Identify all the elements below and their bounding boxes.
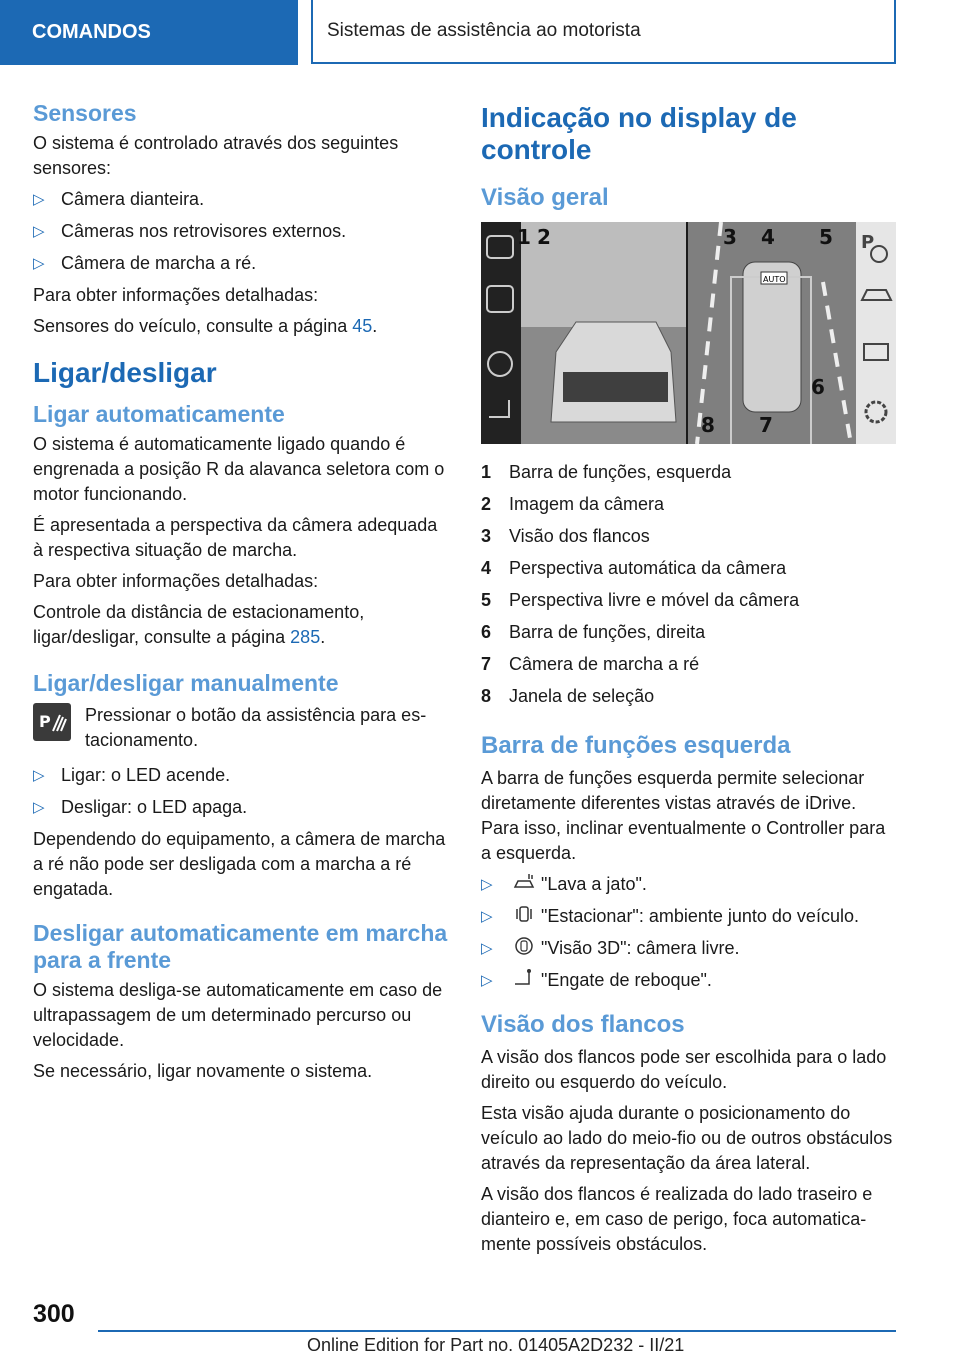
sensores-title: Sensores: [33, 100, 137, 126]
auto-paragraph-2: É apresentada a perspectiva da câmera adequada à respectiva situação de marcha.: [33, 515, 438, 560]
callout-2: 2: [537, 225, 551, 249]
legend-row: 2 Imagem da câmera: [481, 494, 665, 514]
flancos-paragraph: A visão dos flancos pode ser escolhida para o lado direito ou esquerdo do veículo.: [481, 1047, 887, 1092]
list-item: ▷ "Estacionar": ambiente junto do veículo.: [481, 904, 896, 929]
list-item: ▷ "Visão 3D": câmera livre.: [481, 936, 896, 961]
manual-block: [33, 703, 448, 753]
info-text: Para obter informações detalhadas:: [33, 285, 319, 305]
footer-edition: Online Edition for Part no. 01405A2D232 - II/21: [307, 1335, 685, 1355]
car-wash-icon: [513, 872, 535, 892]
barra-paragraph: A barra de funções esquerda permite selecionar diretamente diferentes vistas através de iDrive. Para isso, inclinar eventualmente o Controller para a esquerda.: [481, 768, 886, 863]
callout-3: 3: [723, 225, 737, 249]
auto-paragraph: O sistema é automaticamente ligado quando é engrenada a posição R da alavanca seletora com o motor funcionando.: [33, 434, 445, 504]
right-column: [481, 100, 896, 1263]
legend-row: 6 Barra de funções, direita: [481, 622, 706, 642]
callout-5: 5: [819, 225, 833, 249]
parking-surround-icon: [513, 904, 535, 924]
legend-row: 3 Visão dos flancos: [481, 526, 650, 546]
ligar-desligar-title: Ligar/desligar: [33, 357, 217, 388]
desligar-paragraph-2: Se necessário, ligar novamente o sistema.: [33, 1061, 373, 1081]
bullet-triangle-icon: ▷: [481, 908, 493, 925]
callout-7: 7: [759, 413, 773, 437]
callout-4: 4: [761, 225, 775, 249]
bullet-triangle-icon: ▷: [33, 799, 45, 816]
manual-paragraph: Pressionar o botão da assistência para estacionamento.: [85, 705, 427, 750]
list-item: ▷ Desligar: o LED apaga.: [33, 795, 448, 820]
view-3d-icon: [513, 936, 535, 956]
page-number: 300: [33, 1300, 75, 1328]
bullet-triangle-icon: ▷: [481, 876, 493, 893]
legend-row: 7 Câmera de marcha a ré: [481, 654, 700, 674]
list-item: ▷ Câmeras nos retrovisores externos.: [33, 219, 448, 244]
page-link[interactable]: 285: [290, 627, 321, 647]
list-item: ▷ Câmera dianteira.: [33, 187, 448, 212]
callout-6: 6: [811, 375, 825, 399]
park-assist-button-icon: [33, 703, 71, 741]
left-column: [33, 100, 448, 1090]
reference-text: Controle da distância de estacionamento, ligar/desligar, consulte a página 285.: [33, 602, 365, 647]
reference-text: Sensores do veículo, consulte a página 45.: [33, 316, 378, 336]
legend-row: 5 Perspectiva livre e móvel da câmera: [481, 590, 800, 610]
bullet-triangle-icon: ▷: [33, 767, 45, 784]
list-item: ▷ Ligar: o LED acende.: [33, 763, 448, 788]
barra-title: Barra de funções esquerda: [481, 732, 791, 759]
list-item: ▷ "Lava a jato".: [481, 872, 896, 897]
callout-1: 1: [517, 225, 531, 249]
visao-geral-title: Visão geral: [481, 184, 609, 211]
bullet-triangle-icon: ▷: [33, 255, 45, 272]
footer-divider: [98, 1330, 896, 1332]
legend-row: 1 Barra de funções, esquerda: [481, 462, 732, 482]
manual-title: Ligar/desligar manualmente: [33, 670, 339, 696]
list-item: ▷ "Engate de reboque".: [481, 968, 896, 993]
main-title: Indicação no display de controle: [481, 102, 797, 165]
legend-row: 4 Perspectiva automática da câmera: [481, 558, 787, 578]
manual-paragraph-2: Dependendo do equipamento, a câmera de marcha a ré não pode ser desligada com a marcha a ré engatada.: [33, 829, 446, 899]
flancos-title: Visão dos flancos: [481, 1011, 685, 1038]
bullet-triangle-icon: ▷: [481, 972, 493, 989]
bullet-triangle-icon: ▷: [33, 223, 45, 240]
auto-label: AUTO: [763, 275, 786, 284]
bullet-triangle-icon: ▷: [33, 191, 45, 208]
header-section: COMANDOS: [0, 0, 298, 65]
flancos-paragraph-2: Esta visão ajuda durante o posicionamento do veículo ao lado do meio-fio ou de outros obstáculos através da representação da área lateral.: [481, 1103, 893, 1173]
desligar-paragraph: O sistema desliga-se automaticamente em caso de ultrapassagem de um determinado percurso ou velocidade.: [33, 980, 443, 1050]
list-item: ▷ Câmera de marcha a ré.: [33, 251, 448, 276]
flancos-paragraph-3: A visão dos flancos é realizada do lado traseiro e dianteiro e, em caso de perigo, foca automaticamente possíveis obstáculos.: [481, 1184, 873, 1254]
page-link[interactable]: 45: [352, 316, 373, 336]
trailer-hitch-icon: [513, 968, 535, 988]
p-icon: P: [861, 232, 875, 253]
legend-row: 8 Janela de seleção: [481, 686, 655, 706]
callout-8: 8: [701, 413, 715, 437]
info-text: Para obter informações detalhadas:: [33, 571, 319, 591]
auto-title: Ligar automaticamente: [33, 401, 285, 427]
figure-legend: [481, 456, 896, 712]
bullet-triangle-icon: ▷: [481, 940, 493, 957]
desligar-title: Desligar automaticamente em marcha para a frente: [33, 920, 448, 973]
header-chapter: Sistemas de assistência ao motorista: [311, 0, 896, 64]
sensores-intro: O sistema é controlado através dos seguintes sensores:: [33, 133, 399, 178]
svg-text:P: P: [39, 712, 51, 731]
control-display-figure: [481, 222, 896, 444]
